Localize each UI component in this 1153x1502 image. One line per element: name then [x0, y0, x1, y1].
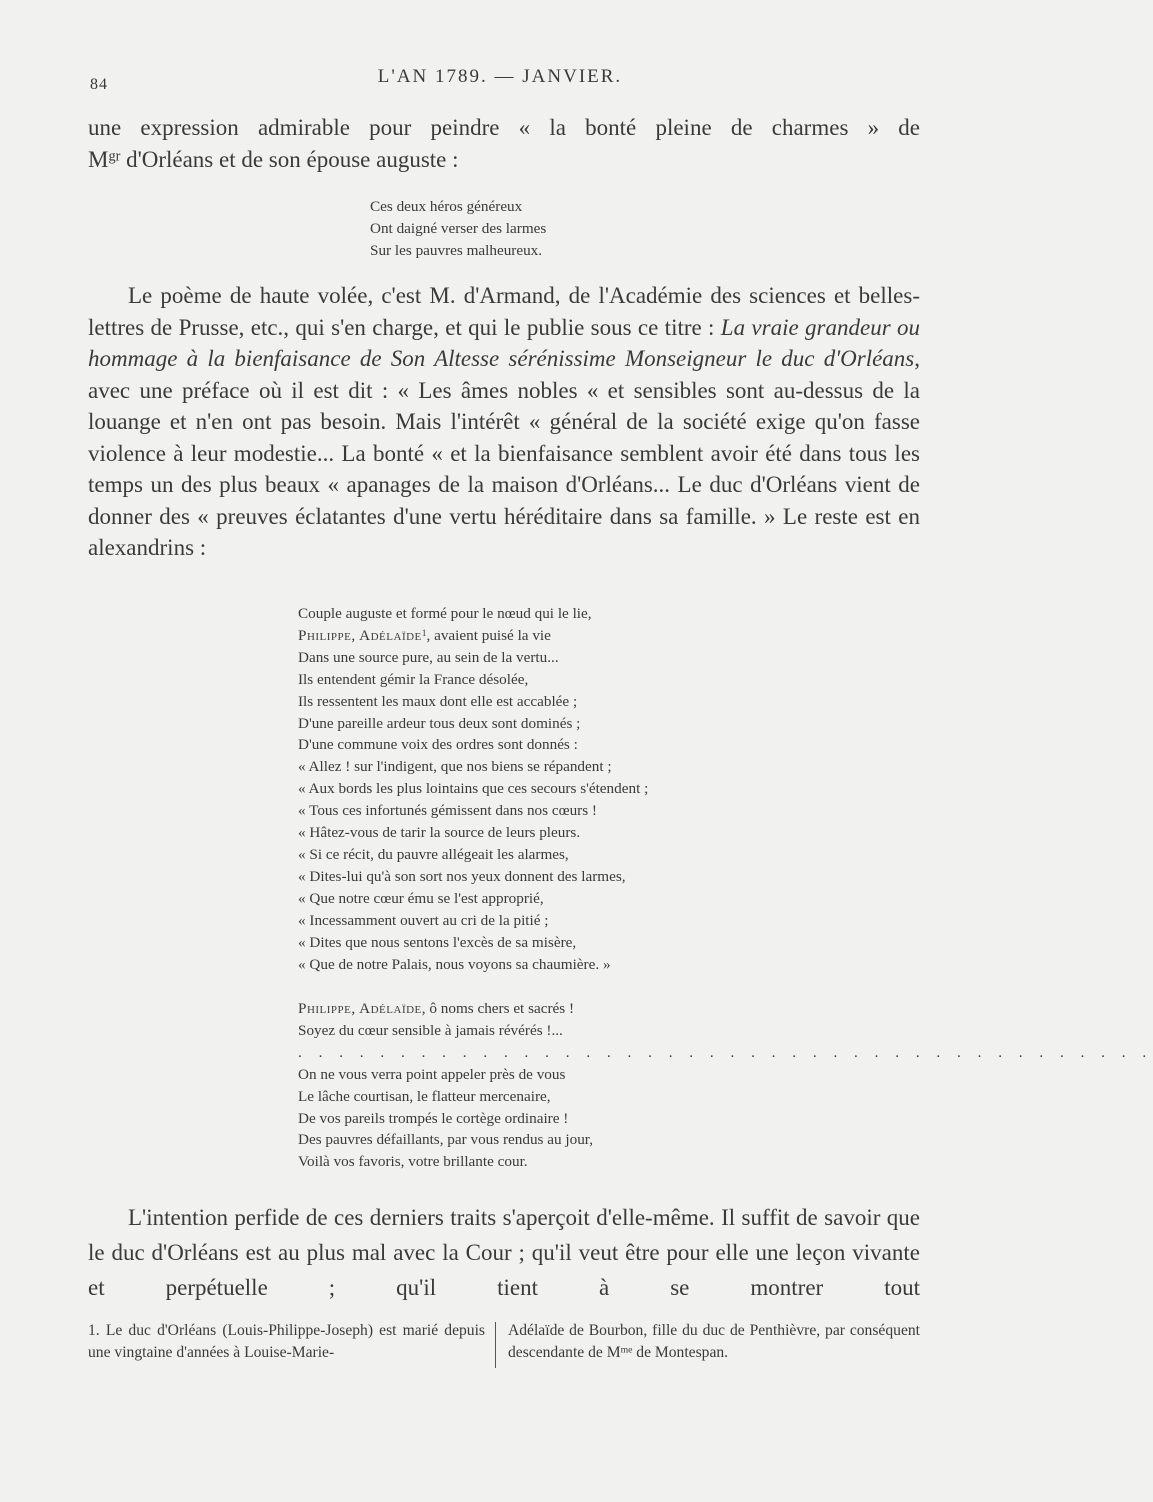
names-smallcaps: Philippe, Adélaïde: [298, 626, 422, 644]
verse-line: Des pauvres défaillants, par vous rendus au jour,: [298, 1131, 594, 1149]
footnote-ref: 1: [421, 628, 427, 639]
footnote-left-column: 1. Le duc d'Orléans (Louis-Philippe-Joseph) est marié depuis une vingtaine d'années à Louise-Marie-: [88, 1322, 485, 1361]
verse-line: Voilà vos favoris, votre brillante cour.: [298, 1153, 528, 1171]
verse-line: Sur les pauvres malheureux.: [370, 241, 543, 259]
verse-line: « Dites-lui qu'à son sort nos yeux donnent des larmes,: [298, 867, 626, 885]
ellipsis-dots-divider: . . . . . . . . . . . . . . . . . . . . . . . . . . . . . . . . . . . . . . . . . .: [298, 1043, 1153, 1061]
abbr-monseigneur: M: [88, 146, 109, 172]
footnote-right-sup: me: [620, 1344, 633, 1356]
verse-line-rest: , ô noms chers et sacrés !: [421, 1000, 575, 1017]
verse-line: [298, 625, 648, 647]
footnote-right-column: [508, 1320, 920, 1364]
verse-line: Dans une source pure, au sein de la vertu...: [298, 648, 559, 666]
verse-line: « Allez ! sur l'indigent, que nos biens se répandent ;: [298, 758, 612, 776]
footnote-right-end: de Montespan.: [632, 1344, 729, 1361]
verse-line: « Aux bords les plus lointains que ces secours s'étendent ;: [298, 780, 649, 798]
poem-title: La vraie grandeur ou hommage à la bienfaisance de Son Altesse sérénissime Monseigneur le duc d'Orléans: [88, 314, 920, 371]
footnote-right-start: Adélaïde de Bourbon, fille du duc de Penthièvre, par conséquent descendante de M: [508, 1322, 920, 1361]
verse-line: Ont daigné verser des larmes: [370, 219, 547, 237]
verse-line: Ils ressentent les maux dont elle est accablée ;: [298, 692, 578, 710]
verse-line: « Que de notre Palais, nous voyons sa chaumière. »: [298, 955, 611, 973]
paragraph-closing: [88, 1200, 920, 1305]
page-number: 84: [90, 76, 108, 93]
verse-line: Le lâche courtisan, le flatteur mercenaire,: [298, 1087, 551, 1105]
paragraph-text: L'intention perfide de ces derniers traits s'aperçoit d'elle-même. Il suffit de savoir que le duc d'Orléans est au plus mal avec la Cour ; qu'il veut être pour elle une leçon vivante et perpétuelle ; qu'il tient à se montrer tout: [88, 1205, 920, 1300]
verse-line-rest: , avaient puisé la vie: [426, 626, 551, 644]
footnote-column-rule: [495, 1322, 496, 1368]
verse-line: « Incessamment ouvert au cri de la pitié ;: [298, 911, 549, 929]
verse-line: Couple auguste et formé pour le nœud qui le lie,: [298, 605, 592, 622]
running-head: L'AN 1789. — JANVIER.: [377, 66, 623, 87]
paragraph-text: [88, 280, 920, 564]
names-smallcaps: Philippe, Adélaïde: [298, 1000, 422, 1017]
intro-paragraph: [88, 112, 920, 175]
verse-quatrain: [370, 196, 546, 262]
verse-alexandrins: [298, 603, 648, 975]
verse-line: De vos pareils trompés le cortège ordinaire !: [298, 1109, 569, 1127]
verse-line: Soyez du cœur sensible à jamais révérés !...: [298, 1021, 563, 1039]
verse-line: Ils entendent gémir la France désolée,: [298, 670, 529, 688]
verse-line: « Que notre cœur ému se l'est approprié,: [298, 889, 544, 907]
paragraph-poem-intro: [88, 280, 920, 564]
verse-line: D'une commune voix des ordres sont donnés :: [298, 736, 578, 754]
verse-line: « Si ce récit, du pauvre allégeait les alarmes,: [298, 845, 569, 863]
paragraph-rest: , avec une préface où il est dit : « Les âmes nobles « et sensibles sont au-dessus de la louange et n'en ont pas besoin. Mais l'intérêt « général de la société exige qu'on fasse violence à leur modestie... La bonté « et la bienfaisance semblent avoir été dans tous les temps un des plus beaux « apanages de la maison d'Orléans... Le duc d'Orléans vient de donner des « preuves éclatantes d'une vertu héréditaire dans sa famille. » Le reste est en alexandrins :: [88, 346, 920, 560]
verse-line: « Dites que nous sentons l'excès de sa misère,: [298, 933, 577, 951]
verse-line: « Hâtez-vous de tarir la source de leurs pleurs.: [298, 824, 581, 842]
paragraph-start: Le poème de haute volée, c'est M. d'Armand, de l'Académie des sciences et belles-lettres de Prusse, etc., qui s'en charge, et qui le publie sous ce titre :: [88, 283, 920, 340]
intro-line-2: [88, 144, 920, 176]
intro-line-1: une expression admirable pour peindre « la bonté pleine de charmes » de: [88, 115, 920, 140]
verse-closing: [298, 998, 1153, 1173]
intro-line-2-rest: d'Orléans et de son épouse auguste :: [120, 146, 459, 172]
verse-line: D'une pareille ardeur tous deux sont dominés ;: [298, 714, 581, 732]
verse-line: Ces deux héros généreux: [370, 198, 523, 215]
verse-line: [298, 998, 670, 1020]
verse-line: On ne vous verra point appeler près de vous: [298, 1065, 566, 1083]
abbr-sup: gr: [108, 148, 121, 165]
verse-line: « Tous ces infortunés gémissent dans nos cœurs !: [298, 802, 597, 820]
